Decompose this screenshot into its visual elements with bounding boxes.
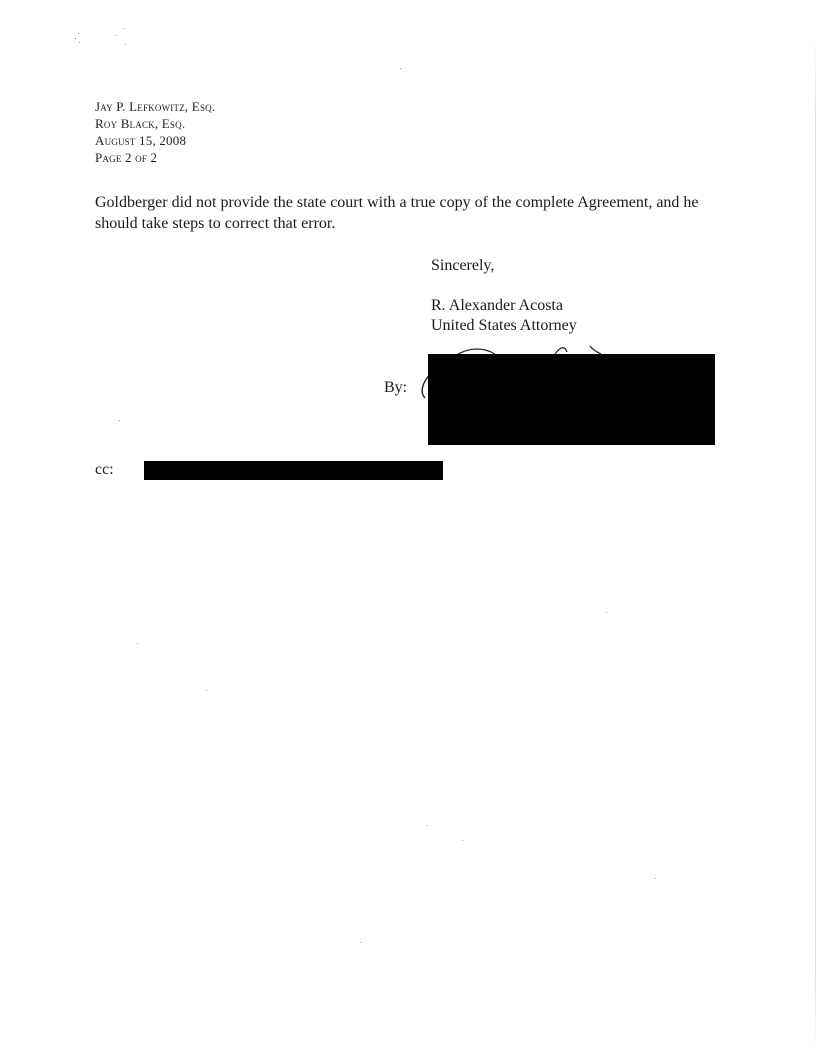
signer-name: R. Alexander Acosta <box>431 297 563 314</box>
page-number: Page 2 of 2 <box>95 150 158 165</box>
addressee-line-1: Jay P. Lefkowitz, Esq. <box>95 99 216 114</box>
scan-speck <box>206 690 207 691</box>
addressee-line-2: Roy Black, Esq. <box>95 116 186 131</box>
cc-label: cc: <box>95 461 114 478</box>
scan-speck <box>462 840 463 841</box>
scan-speck <box>124 28 125 29</box>
scan-speck <box>115 35 116 36</box>
scan-speck <box>400 68 401 69</box>
signer-title: United States Attorney <box>431 317 577 334</box>
scan-speck <box>79 42 80 43</box>
signature-redaction <box>428 354 715 445</box>
by-label: By: <box>384 379 408 396</box>
scan-speck <box>78 33 79 34</box>
letter-header <box>95 98 215 166</box>
valediction: Sincerely, <box>431 257 495 274</box>
scan-speck <box>137 643 138 644</box>
scan-speck <box>125 44 126 45</box>
body-paragraph: Goldberger did not provide the state court with a true copy of the complete Agreement, and he should take steps to correct that error. <box>95 194 699 232</box>
scan-speck <box>75 38 76 39</box>
scan-speck <box>606 612 607 613</box>
scan-speck <box>119 420 120 421</box>
letter-date: August 15, 2008 <box>95 133 187 148</box>
cc-redaction <box>144 461 443 480</box>
scan-edge <box>815 40 816 1050</box>
scan-speck <box>360 942 361 943</box>
scan-speck <box>427 825 428 826</box>
scan-speck <box>655 878 656 879</box>
